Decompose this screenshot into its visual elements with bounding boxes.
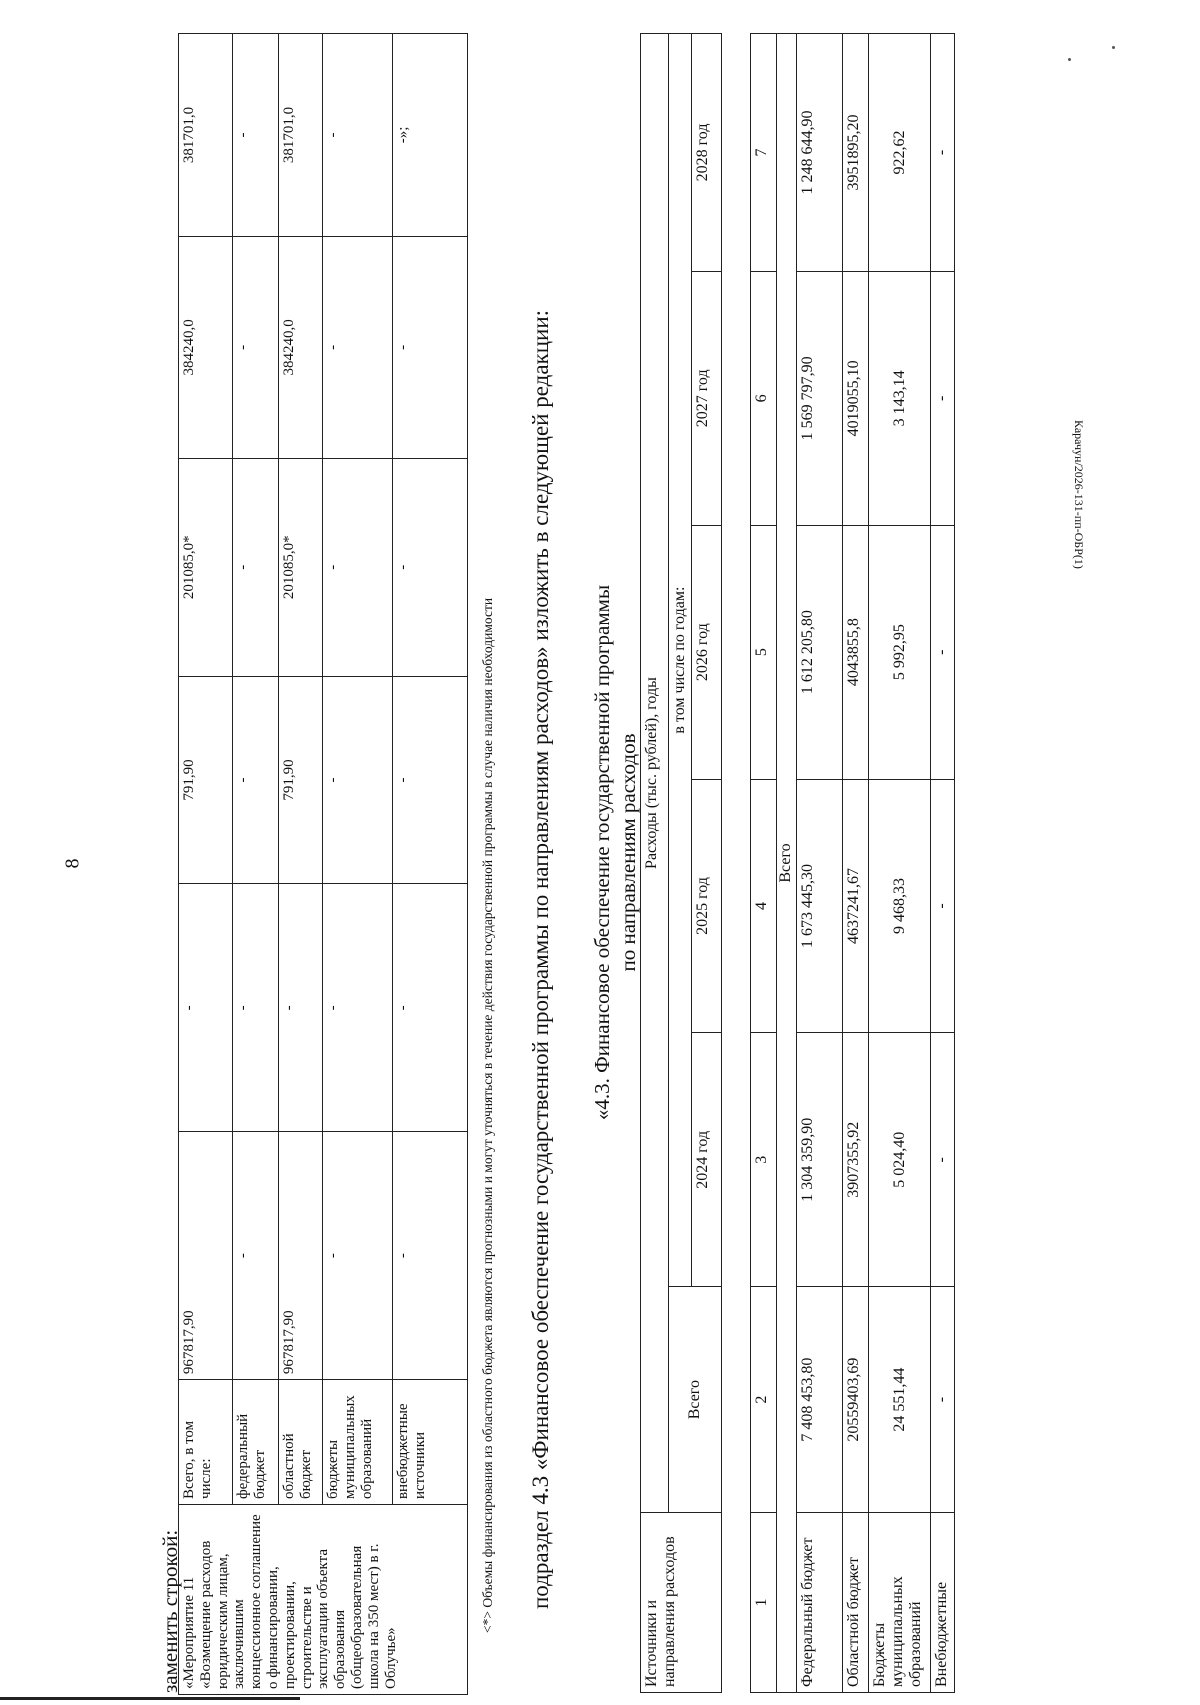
source-cell: внебюджетные источники xyxy=(393,1380,468,1505)
value-cell: - xyxy=(323,236,393,458)
value-cell: 791,90 xyxy=(279,676,323,884)
header-expenses: Расходы (тыс. рублей), годы xyxy=(641,34,669,1513)
value-cell: 1 248 644,90 xyxy=(797,34,843,272)
value-cell: - xyxy=(393,236,468,458)
value-cell: - xyxy=(393,1132,468,1380)
value-cell: 384240,0 xyxy=(279,236,323,458)
value-cell: 1 569 797,90 xyxy=(797,271,843,525)
document-code: Карачун/2026-131-пп-ОБР(1) xyxy=(1072,420,1086,569)
value-cell: - xyxy=(931,271,955,525)
value-cell: 384240,0 xyxy=(179,236,233,458)
value-cell: 3951895,20 xyxy=(843,34,869,272)
value-cell: - xyxy=(393,676,468,884)
value-cell: - xyxy=(279,884,323,1132)
value-cell: 9 468,33 xyxy=(869,779,931,1033)
value-cell: - xyxy=(393,458,468,676)
value-cell: 4043855,8 xyxy=(843,525,869,779)
row-label: Областной бюджет xyxy=(843,1513,869,1693)
value-cell: -»; xyxy=(393,34,468,237)
value-cell: 1 612 205,80 xyxy=(797,525,843,779)
value-cell: 3907355,92 xyxy=(843,1033,869,1287)
year-header: 2025 год xyxy=(691,779,721,1033)
source-cell: бюджеты муниципальных образований xyxy=(323,1380,393,1505)
value-cell: 922,62 xyxy=(869,34,931,272)
value-cell: - xyxy=(323,676,393,884)
value-cell: - xyxy=(323,1132,393,1380)
source-cell: областной бюджет xyxy=(279,1380,323,1505)
source-cell: федеральный бюджет xyxy=(233,1380,279,1505)
instruction-paragraph: подраздел 4.3 «Финансовое обеспечение государственной программы по направлениям расходов» изложить в следующей редакции: xyxy=(528,309,553,1609)
value-cell: - xyxy=(233,676,279,884)
section-subtitle: по направлениям расходов xyxy=(616,733,640,972)
value-cell: - xyxy=(233,34,279,237)
value-cell: 381701,0 xyxy=(279,34,323,237)
row-total: - xyxy=(931,1287,955,1513)
footnote: <*> Объемы финансирования из областного бюджета являются прогнозными и могут уточняться в течение действия государственной программы в случае наличия необходимости xyxy=(480,597,495,1633)
header-sources: Источники и направления расходов xyxy=(641,1513,722,1693)
year-header: 2028 год xyxy=(691,34,721,272)
value-cell: - xyxy=(233,1132,279,1380)
finance-body-table xyxy=(750,33,955,1693)
source-cell: Всего, в том числе: xyxy=(179,1380,233,1505)
value-cell: - xyxy=(931,779,955,1033)
col-number: 3 xyxy=(751,1033,777,1287)
row-total: 20559403,69 xyxy=(843,1287,869,1513)
value-cell: 201085,0* xyxy=(179,458,233,676)
value-cell: 4637241,67 xyxy=(843,779,869,1033)
value-cell: 5 024,40 xyxy=(869,1033,931,1287)
group-title: Всего xyxy=(777,34,797,1693)
col-number: 7 xyxy=(751,34,777,272)
col-number: 6 xyxy=(751,271,777,525)
value-cell: - xyxy=(233,236,279,458)
value-cell: 381701,0 xyxy=(179,34,233,237)
row-total: 7 408 453,80 xyxy=(797,1287,843,1513)
header-incl: в том числе по годам: xyxy=(669,34,692,1287)
col-number: 1 xyxy=(751,1513,777,1693)
header-total: Всего xyxy=(669,1287,722,1513)
year-header: 2024 год xyxy=(691,1033,721,1287)
value-cell: 967817,90 xyxy=(179,1132,233,1380)
value-cell: - xyxy=(931,525,955,779)
year-header: 2026 год xyxy=(691,525,721,779)
section-title: «4.3. Финансовое обеспечение государственной программы xyxy=(590,584,614,1121)
col-number: 4 xyxy=(751,779,777,1033)
value-cell: 201085,0* xyxy=(279,458,323,676)
value-cell: 3 143,14 xyxy=(869,271,931,525)
row-label: Федеральный бюджет xyxy=(797,1513,843,1693)
col-number: 5 xyxy=(751,525,777,779)
measure-label: «Мероприятие 11 «Возмещение расходов юридическим лицам, заключившим концессионное соглашение о финансировании, проектировании, строительстве и эксплуатации объекта образования (общеобразовательная школа на 350 мест) в г. Облучье» xyxy=(179,1505,468,1695)
replace-line: заменить строкой: xyxy=(158,1529,182,1693)
year-header: 2027 год xyxy=(691,271,721,525)
value-cell: - xyxy=(323,458,393,676)
value-cell: - xyxy=(393,884,468,1132)
row-label: Бюджеты муниципальных образований xyxy=(869,1513,931,1693)
value-cell: 1 673 445,30 xyxy=(797,779,843,1033)
value-cell: - xyxy=(931,1033,955,1287)
value-cell: - xyxy=(179,884,233,1132)
value-cell: - xyxy=(323,34,393,237)
value-cell: - xyxy=(931,34,955,272)
col-number: 2 xyxy=(751,1287,777,1513)
value-cell: 5 992,95 xyxy=(869,525,931,779)
value-cell: 1 304 359,90 xyxy=(797,1033,843,1287)
value-cell: 4019055,10 xyxy=(843,271,869,525)
value-cell: - xyxy=(323,884,393,1132)
row-label: Внебюджетные xyxy=(931,1513,955,1693)
value-cell: 967817,90 xyxy=(279,1132,323,1380)
page-number: 8 xyxy=(61,858,84,869)
measure-table xyxy=(178,33,468,1695)
row-total: 24 551,44 xyxy=(869,1287,931,1513)
value-cell: - xyxy=(233,884,279,1132)
value-cell: 791,90 xyxy=(179,676,233,884)
value-cell: - xyxy=(233,458,279,676)
finance-header-table xyxy=(640,33,722,1693)
